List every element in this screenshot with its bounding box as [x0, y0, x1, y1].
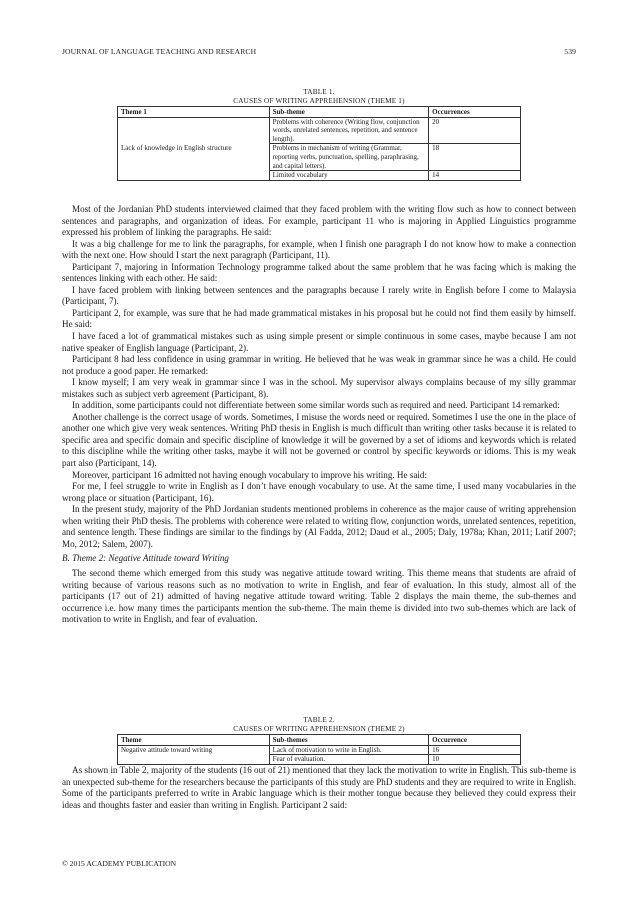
table-1-subtheme-cell: Limited vocabulary	[269, 171, 429, 181]
table-2-header-row	[118, 735, 521, 746]
table-1	[117, 106, 521, 181]
table-1-theme-cell: Lack of knowledge in English structure	[118, 117, 270, 180]
table-1-block	[0, 88, 638, 181]
running-header	[62, 47, 576, 56]
quote-paragraph: I have faced problem with linking between sentences and the paragraphs because I rarely write in English before I come to Malaysia (Participant, 7).	[62, 284, 576, 307]
paragraph: Participant 2, for example, was sure that he had made grammatical mistakes in his proposal but he could not find them easily by himself. He said:	[62, 307, 576, 330]
paragraph: As shown in Table 2, majority of the students (16 out of 21) mentioned that they lack the motivation to write in English. This sub-theme is an unexpected sub-theme for the researchers because the participants of this study are PhD students and they are required to write in English. Some of the participants preferred to write in Arabic language which is their mother tongue because they believed they could express their ideas and thoughts faster and easier than writing in English. Participant 2 said:	[62, 765, 576, 810]
quote-paragraph: It was a big challenge for me to link the paragraphs, for example, when I finish one paragraph I do not know how to make a connection with the next one. How should I start the next paragraph (Participant, 11).	[62, 238, 576, 261]
table-1-count-cell: 14	[429, 171, 521, 181]
table-2-block	[0, 716, 638, 765]
table-1-caption: CAUSES OF WRITING APPREHENSION (THEME 1)	[233, 97, 405, 105]
table-row	[118, 745, 521, 755]
body-section-1	[62, 204, 576, 626]
table-2-subtheme-cell: Lack of motivation to write in English.	[269, 745, 429, 755]
table-1-label: TABLE 1.	[303, 88, 335, 96]
table-2-header-theme: Theme	[118, 735, 270, 746]
table-1-subtheme-cell: Problems in mechanism of writing (Grammar, reporting verbs, punctuation, spelling, paraphrasing, and capital letters).	[269, 144, 429, 171]
journal-title: JOURNAL OF LANGUAGE TEACHING AND RESEARCH	[62, 47, 257, 56]
quote-paragraph: I have faced a lot of grammatical mistakes such as using simple present or simple continuous in some cases, maybe because I am not native speaker of English language (Participant, 2).	[62, 331, 576, 353]
table-1-count-cell: 20	[429, 117, 521, 144]
table-2-theme-cell: Negative attitude toward writing	[118, 745, 270, 764]
paragraph: Moreover, participant 16 admitted not having enough vocabulary to improve his writing. He said:	[72, 469, 427, 480]
table-2-caption: CAUSES OF WRITING APPREHENSION (THEME 2)	[233, 725, 405, 733]
table-1-header-row	[118, 107, 521, 118]
table-2-header-occurrence: Occurrence	[429, 735, 521, 746]
quote-paragraph: Another challenge is the correct usage of words. Sometimes, I misuse the words need or required. Sometimes I use the one in the place of another one which give very weak sentences. Writing PhD thesis in English is much difficult than writing other tasks because it is related to specific area and specific domain and specific discipline of knowledge it will be governed by a set of idioms and keywords which is related to this discipline while the writing other tasks, maybe it will not be governed or control by specific keywords or idioms. This is my weak part also (Participant, 14).	[62, 411, 576, 469]
paragraph: In the present study, majority of the PhD Jordanian students mentioned problems in coherence as the major cause of writing apprehension when writing their PhD thesis. The problems with coherence were related to writing flow, conjunction words, unrelated sentences, repetition, and sentence length. These findings are similar to the findings by (Al Fadda, 2012; Daud et al., 2005; Daly, 1978a; Khan, 2011; Latif 2007; Mo, 2012; Salem, 2007).	[62, 504, 576, 549]
table-2	[117, 734, 521, 765]
paragraph: Participant 8 had less confidence in using grammar in writing. He believed that he was weak in grammar since he was a child. He could not produce a good paper. He remarked:	[62, 354, 576, 376]
body-section-2	[62, 765, 576, 811]
table-1-subtheme-cell: Problems with coherence (Writing flow, conjunction words, unrelated sentences, repetition, and sentence length).	[269, 117, 429, 144]
table-2-header-subthemes: Sub-themes	[269, 735, 429, 746]
table-1-header-theme: Theme 1	[118, 107, 270, 118]
table-2-count-cell: 10	[429, 755, 521, 765]
table-2-label: TABLE 2.	[303, 716, 335, 724]
quote-paragraph: I know myself; I am very weak in grammar since I was in the school. My supervisor always complains because of my silly grammar mistakes such as subject verb agreement (Participant, 8).	[62, 377, 576, 399]
paragraph: In addition, some participants could not differentiate between some similar words such as required and need. Participant 14 remarked:	[72, 400, 560, 411]
table-row	[118, 117, 521, 144]
table-2-count-cell: 16	[429, 745, 521, 755]
paragraph: The second theme which emerged from this study was negative attitude toward writing. This theme means that students are afraid of writing because of various reasons such as no motivation to write in English, and fear of evaluation. In this study, almost all of the participants (17 out of 21) admitted of having negative attitude toward writing. Table 2 displays the main theme, the sub-themes and occurrence i.e. how many times the participants mention the sub-theme. The main theme is divided into two sub-themes which are lack of motivation to write in English, and fear of evaluation.	[62, 567, 576, 625]
table-1-header-occurrences: Occurrences	[429, 107, 521, 118]
paragraph: Participant 7, majoring in Information Technology programme talked about the same problem that he was facing which is making the sentences linking with each other. He said:	[62, 261, 576, 284]
table-2-subtheme-cell: Fear of evaluation.	[269, 755, 429, 765]
footer-copyright: © 2015 ACADEMY PUBLICATION	[62, 859, 177, 868]
page-number: 539	[564, 47, 576, 56]
quote-paragraph: For me, I feel struggle to write in English as I don’t have enough vocabulary to use. At the same time, I used many vocabularies in the wrong place or situation (Participant, 16).	[62, 481, 576, 503]
table-1-count-cell: 18	[429, 144, 521, 171]
section-subheading: B. Theme 2: Negative Attitude toward Writing	[62, 553, 229, 564]
paragraph: Most of the Jordanian PhD students interviewed claimed that they faced problem with the writing flow such as how to connect between sentences and paragraphs, and organization of ideas. For example, participant 11 who is majoring in Applied Linguistics programme expressed his problem of linking the paragraphs. He said:	[62, 204, 576, 238]
table-1-header-subtheme: Sub-theme	[269, 107, 429, 118]
